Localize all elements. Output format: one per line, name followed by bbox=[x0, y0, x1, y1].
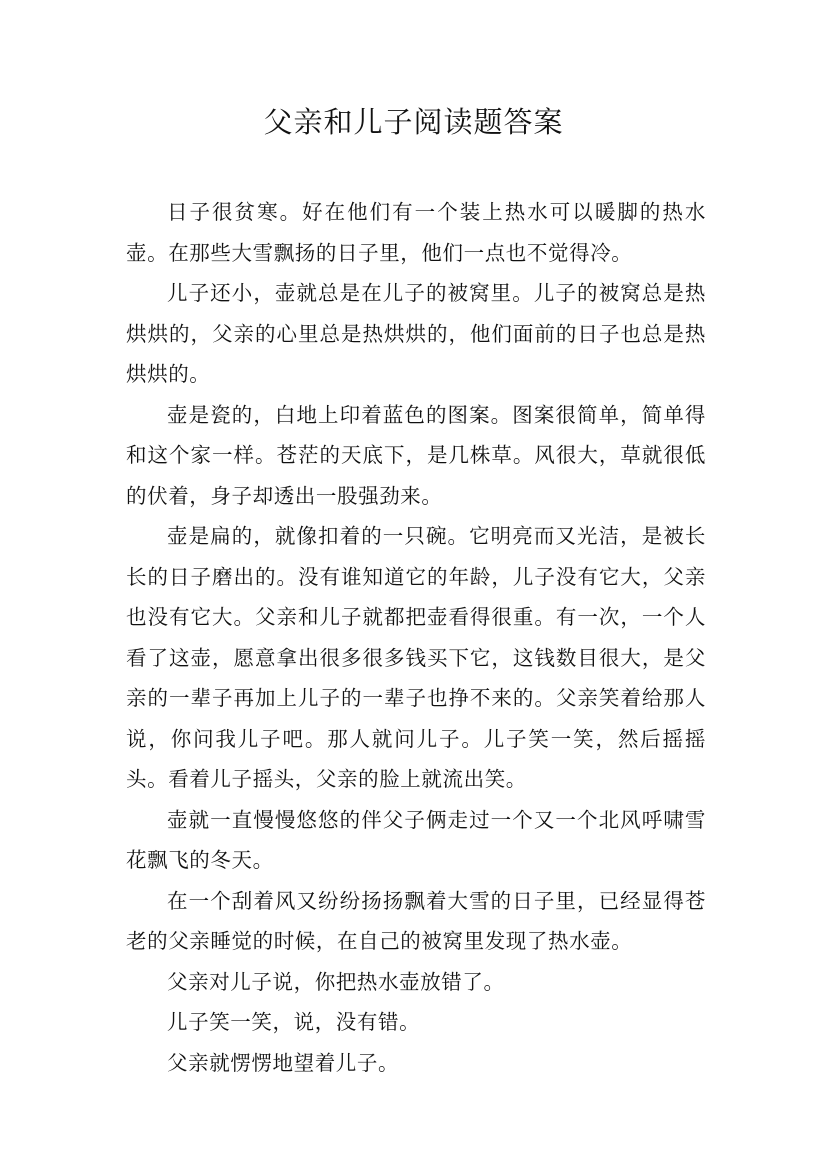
paragraph-8: 儿子笑一笑，说，没有错。 bbox=[167, 1010, 421, 1034]
paragraph-9: 父亲就愣愣地望着儿子。 bbox=[167, 1050, 400, 1075]
paragraph-3: 壶是瓷的，白地上印着蓝色的图案。图案很简单，简单得和这个家一样。苍茫的天底下，是几株草。风很大，草就很低的伏着，身子却透出一股强劲来。 bbox=[126, 402, 706, 508]
paragraph-4: 壶是扁的，就像扣着的一只碗。它明亮而又光洁，是被长长的日子磨出的。没有谁知道它的年龄，儿子没有它大，父亲也没有它大。父亲和儿子就都把壶看得很重。有一次，一个人看了这壶，愿意拿出很多很多钱买下它，这钱数目很大，是父亲的一辈子再加上儿子的一辈子也挣不来的。父亲笑着给那人说，你问我儿子吧。那人就问儿子。儿子笑一笑，然后摇摇头。看着儿子摇头，父亲的脸上就流出笑。 bbox=[126, 524, 706, 791]
document-title: 父亲和儿子阅读题答案 bbox=[263, 105, 564, 139]
paragraph-2: 儿子还小，壶就总是在儿子的被窝里。儿子的被窝总是热烘烘的，父亲的心里总是热烘烘的，他们面前的日子也总是热烘烘的。 bbox=[126, 281, 706, 386]
paragraph-5: 壶就一直慢慢悠悠的伴父子俩走过一个又一个北风呼啸雪花飘飞的冬天。 bbox=[126, 807, 706, 872]
paragraph-7: 父亲对儿子说，你把热水壶放错了。 bbox=[167, 969, 505, 994]
paragraph-1: 日子很贫寒。好在他们有一个装上热水可以暖脚的热水壶。在那些大雪飘扬的日子里，他们一点也不觉得冷。 bbox=[126, 200, 706, 265]
paragraph-6: 在一个刮着风又纷纷扬扬飘着大雪的日子里，已经显得苍老的父亲睡觉的时候，在自己的被窝里发现了热水壶。 bbox=[126, 888, 706, 953]
document-body bbox=[126, 192, 706, 1083]
